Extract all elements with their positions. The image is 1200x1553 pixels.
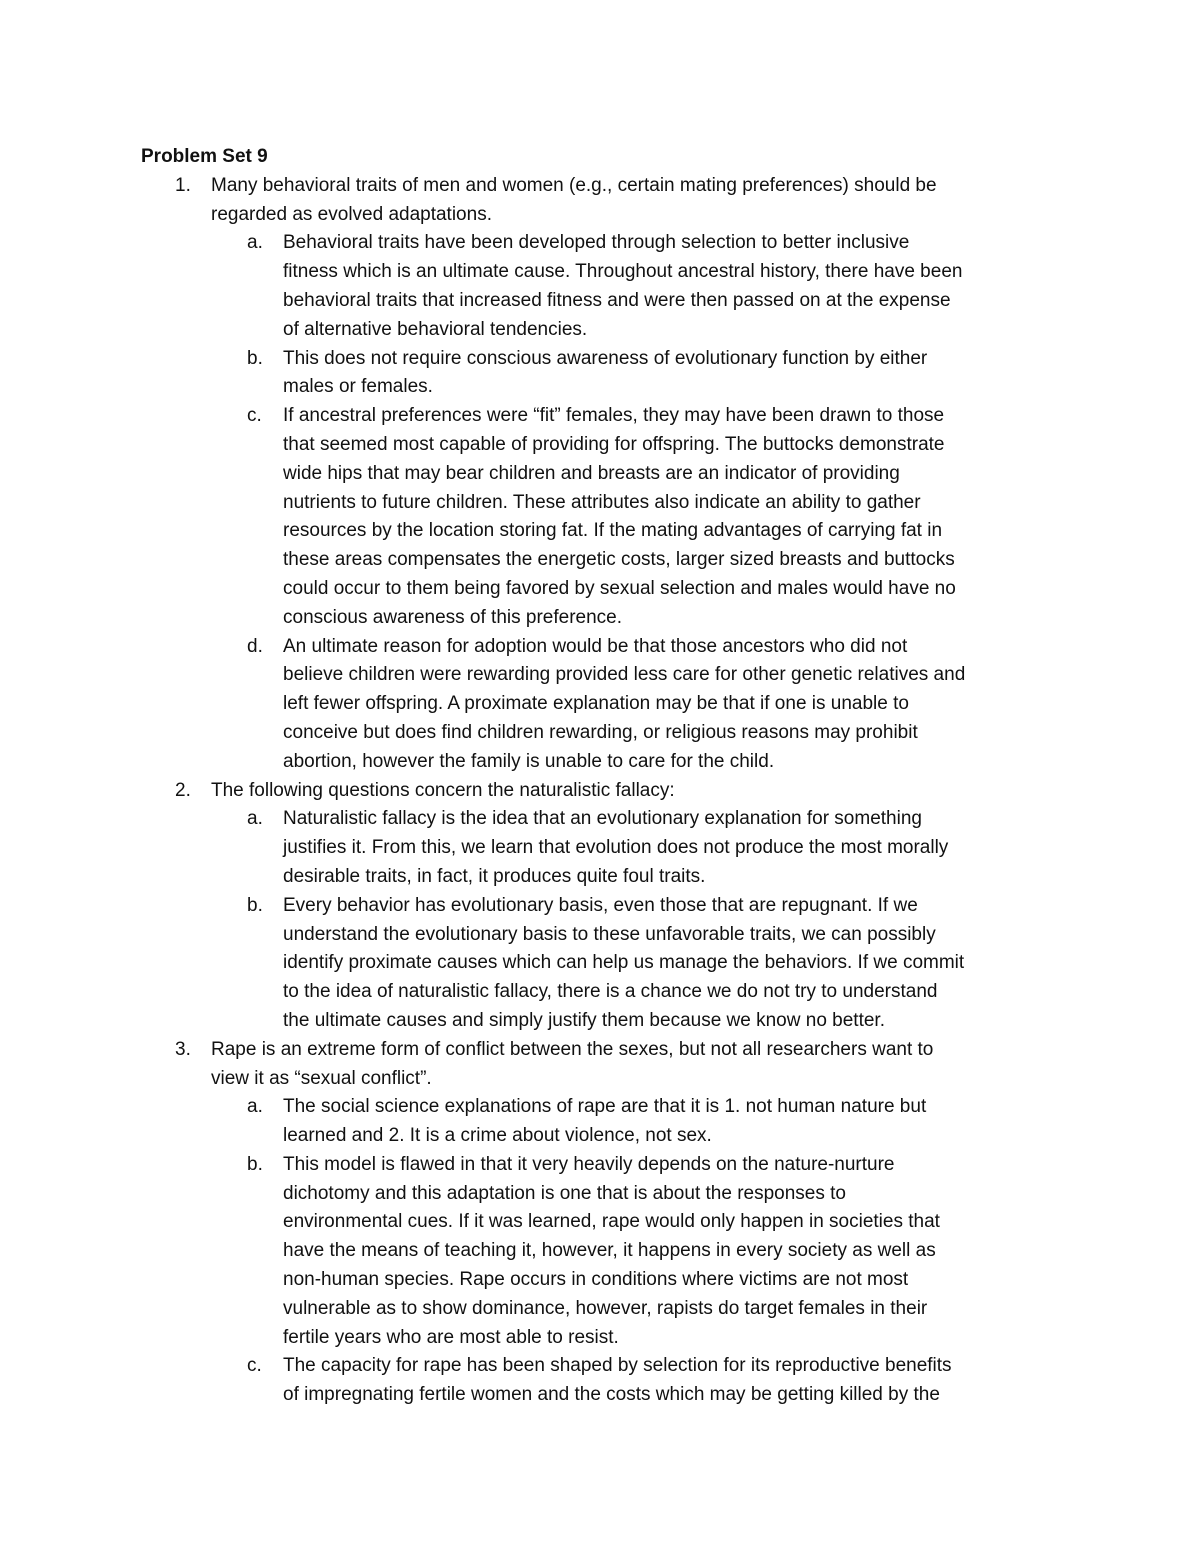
sub-item <box>211 633 1071 777</box>
sub-item-text-line: behavioral traits that increased fitness and were then passed on at the expense <box>283 289 951 311</box>
question-number: 1. <box>175 174 191 196</box>
sub-item-text <box>283 229 1071 344</box>
sub-item-text-line: dichotomy and this adaptation is one that is about the responses to <box>283 1182 846 1204</box>
question-body <box>211 172 1071 777</box>
document-page <box>141 143 1071 1410</box>
sub-item-text-line: vulnerable as to show dominance, however, rapists do target females in their <box>283 1297 928 1319</box>
sub-item-text <box>283 892 1071 1036</box>
sub-item-text-line: The social science explanations of rape are that it is 1. not human nature but <box>283 1096 927 1118</box>
sub-item-text-line: of impregnating fertile women and the costs which may be getting killed by the <box>283 1384 940 1406</box>
sub-item-text-line: abortion, however the family is unable to care for the child. <box>283 750 775 772</box>
question-list <box>141 172 1071 1410</box>
sub-item-text <box>283 1093 1071 1151</box>
sub-item <box>211 402 1071 632</box>
sub-item-text-line: conceive but does find children rewarding, or religious reasons may prohibit <box>283 721 918 743</box>
question-text-line: regarded as evolved adaptations. <box>211 203 492 225</box>
sub-item-text <box>283 1352 1071 1410</box>
sub-item-text-line: If ancestral preferences were “fit” females, they may have been drawn to those <box>283 405 945 427</box>
sub-item-text-line: An ultimate reason for adoption would be that those ancestors who did not <box>283 635 908 657</box>
sub-item-text <box>283 345 1071 403</box>
sub-item-text-line: left fewer offspring. A proximate explanation may be that if one is unable to <box>283 693 909 715</box>
sub-item-text <box>283 633 1071 777</box>
question-text-line: Rape is an extreme form of conflict between the sexes, but not all researchers want to <box>211 1038 934 1060</box>
sub-item-letter: c. <box>247 1355 262 1377</box>
sub-item-letter: b. <box>247 1153 263 1175</box>
question-body <box>211 1036 1071 1410</box>
sub-item-letter: a. <box>247 1096 263 1118</box>
sub-item <box>211 805 1071 891</box>
sub-item-letter: c. <box>247 405 262 427</box>
sub-item-text-line: conscious awareness of this preference. <box>283 606 623 628</box>
sub-item-text-line: wide hips that may bear children and breasts are an indicator of providing <box>283 462 900 484</box>
sub-item <box>211 1352 1071 1410</box>
sub-item <box>211 1151 1071 1353</box>
sub-item-text-line: to the idea of naturalistic fallacy, there is a chance we do not try to understand <box>283 981 938 1003</box>
sub-item-letter: d. <box>247 635 263 657</box>
sub-item-text-line: justifies it. From this, we learn that evolution does not produce the most morally <box>283 837 949 859</box>
sub-item-text-line: believe children were rewarding provided less care for other genetic relatives and <box>283 664 966 686</box>
sub-item-text-line: This model is flawed in that it very heavily depends on the nature-nurture <box>283 1153 895 1175</box>
sub-item-text <box>283 402 1071 632</box>
question-item <box>141 1036 1071 1410</box>
sub-item-text-line: learned and 2. It is a crime about violence, not sex. <box>283 1125 712 1147</box>
sub-item-text <box>283 805 1071 891</box>
sub-item-text-line: This does not require conscious awareness of evolutionary function by either <box>283 347 928 369</box>
sub-item-letter: b. <box>247 347 263 369</box>
sub-item-text-line: non-human species. Rape occurs in conditions where victims are not most <box>283 1269 909 1291</box>
sub-item <box>211 229 1071 344</box>
sub-item-text-line: fitness which is an ultimate cause. Throughout ancestral history, there have been <box>283 261 963 283</box>
sub-item <box>211 892 1071 1036</box>
sub-item-text-line: could occur to them being favored by sexual selection and males would have no <box>283 577 956 599</box>
question-number: 3. <box>175 1038 191 1060</box>
sub-item-text-line: Every behavior has evolutionary basis, even those that are repugnant. If we <box>283 894 918 916</box>
question-text-line: Many behavioral traits of men and women (e.g., certain mating preferences) should be <box>211 174 937 196</box>
sub-item-text-line: desirable traits, in fact, it produces quite foul traits. <box>283 865 706 887</box>
sub-item-text-line: have the means of teaching it, however, it happens in every society as well as <box>283 1240 936 1262</box>
sub-item-text-line: these areas compensates the energetic costs, larger sized breasts and buttocks <box>283 549 955 571</box>
sub-item <box>211 345 1071 403</box>
sub-item <box>211 1093 1071 1151</box>
sub-item-text-line: nutrients to future children. These attributes also indicate an ability to gather <box>283 491 921 513</box>
sub-item-letter: a. <box>247 808 263 830</box>
question-number: 2. <box>175 779 191 801</box>
sub-item-letter: b. <box>247 894 263 916</box>
sub-item-text-line: environmental cues. If it was learned, rape would only happen in societies that <box>283 1211 940 1233</box>
sub-item-text <box>283 1151 1071 1353</box>
sub-item-text-line: understand the evolutionary basis to these unfavorable traits, we can possibly <box>283 923 936 945</box>
question-item <box>141 172 1071 777</box>
sub-item-text-line: the ultimate causes and simply justify them because we know no better. <box>283 1009 885 1031</box>
document-title: Problem Set 9 <box>141 146 268 167</box>
sub-item-text-line: identify proximate causes which can help us manage the behaviors. If we commit <box>283 952 965 974</box>
sub-item-text-line: of alternative behavioral tendencies. <box>283 318 588 340</box>
sub-item-text-line: Naturalistic fallacy is the idea that an evolutionary explanation for something <box>283 808 922 830</box>
sub-item-text-line: The capacity for rape has been shaped by selection for its reproductive benefits <box>283 1355 952 1377</box>
sub-item-letter: a. <box>247 232 263 254</box>
question-text-line: The following questions concern the naturalistic fallacy: <box>211 779 675 801</box>
sub-item-text-line: Behavioral traits have been developed through selection to better inclusive <box>283 232 910 254</box>
sub-item-text-line: that seemed most capable of providing for offspring. The buttocks demonstrate <box>283 433 945 455</box>
question-item <box>141 777 1071 1036</box>
question-text-line: view it as “sexual conflict”. <box>211 1067 432 1089</box>
sub-item-text-line: fertile years who are most able to resist. <box>283 1326 619 1348</box>
sub-item-text-line: resources by the location storing fat. If the mating advantages of carrying fat in <box>283 520 943 542</box>
sub-item-text-line: males or females. <box>283 376 433 398</box>
question-body <box>211 777 1071 1036</box>
